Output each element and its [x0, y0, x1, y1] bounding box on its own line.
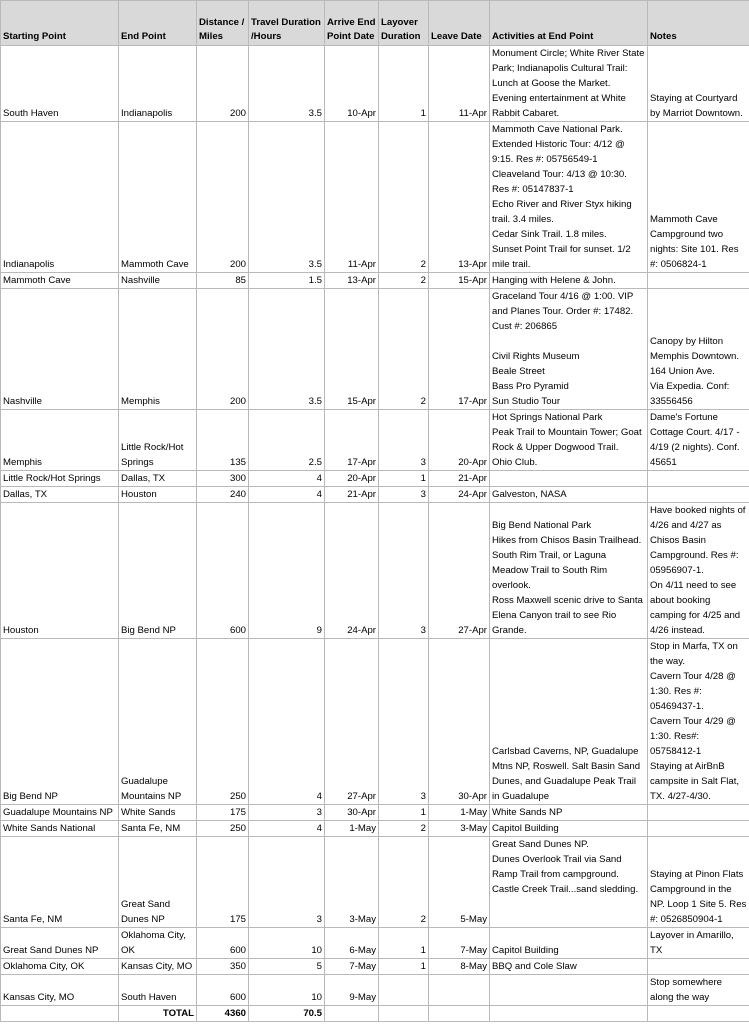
header-starting-point[interactable]: Starting Point — [1, 1, 119, 46]
cell-arrive-date[interactable]: 17-Apr — [325, 410, 379, 471]
cell-notes[interactable]: Mammoth Cave Campground two nights: Site 101. Res #: 0506824-1 — [648, 122, 749, 273]
total-duration[interactable]: 70.5 — [249, 1006, 325, 1022]
cell-distance[interactable]: 240 — [197, 487, 249, 503]
cell-leave-date[interactable]: 30-Apr — [429, 639, 490, 805]
cell-activities[interactable]: Galveston, NASA — [490, 487, 648, 503]
cell-end-point[interactable]: South Haven — [119, 975, 197, 1006]
cell-arrive-date[interactable]: 1-May — [325, 821, 379, 837]
cell-distance[interactable]: 300 — [197, 471, 249, 487]
cell-activities[interactable]: Hot Springs National Park Peak Trail to Mountain Tower; Goat Rock & Upper Dogwood Trail. Ohio Club. — [490, 410, 648, 471]
cell-activities[interactable]: Great Sand Dunes NP. Dunes Overlook Trail via Sand Ramp Trail from campground. Castle Creek Trail...sand sledding. — [490, 837, 648, 928]
cell-starting-point[interactable]: Oklahoma City, OK — [1, 959, 119, 975]
cell-distance[interactable]: 175 — [197, 837, 249, 928]
cell-end-point[interactable]: Little Rock/Hot Springs — [119, 410, 197, 471]
cell-leave-date[interactable]: 21-Apr — [429, 471, 490, 487]
cell-activities[interactable]: Capitol Building — [490, 928, 648, 959]
cell-starting-point[interactable]: Nashville — [1, 289, 119, 410]
cell-travel-duration[interactable]: 4 — [249, 821, 325, 837]
cell-arrive-date[interactable]: 30-Apr — [325, 805, 379, 821]
cell-starting-point[interactable]: Mammoth Cave — [1, 273, 119, 289]
cell-starting-point[interactable]: Houston — [1, 503, 119, 639]
cell-distance[interactable]: 135 — [197, 410, 249, 471]
cell-notes[interactable] — [648, 487, 749, 503]
header-travel-duration[interactable]: Travel Duration /Hours — [249, 1, 325, 46]
table-row — [1, 805, 749, 821]
cell-notes[interactable] — [648, 805, 749, 821]
cell-end-point[interactable]: Indianapolis — [119, 46, 197, 122]
cell-notes[interactable]: Dame's Fortune Cottage Court. 4/17 - 4/19 (2 nights). Conf. 45651 — [648, 410, 749, 471]
cell-distance[interactable]: 200 — [197, 46, 249, 122]
cell-end-point[interactable]: Santa Fe, NM — [119, 821, 197, 837]
table-row — [1, 46, 749, 122]
total-empty-cell[interactable] — [429, 1006, 490, 1022]
header-arrive-date[interactable]: Arrive End Point Date — [325, 1, 379, 46]
cell-starting-point[interactable]: Great Sand Dunes NP — [1, 928, 119, 959]
cell-starting-point[interactable]: Little Rock/Hot Springs — [1, 471, 119, 487]
cell-notes[interactable]: Canopy by Hilton Memphis Downtown. 164 Union Ave. Via Expedia. Conf: 33556456 — [648, 289, 749, 410]
cell-arrive-date[interactable]: 11-Apr — [325, 122, 379, 273]
cell-starting-point[interactable]: Indianapolis — [1, 122, 119, 273]
cell-leave-date[interactable]: 27-Apr — [429, 503, 490, 639]
cell-activities[interactable]: White Sands NP — [490, 805, 648, 821]
cell-layover[interactable]: 1 — [379, 928, 429, 959]
total-empty-cell[interactable] — [379, 1006, 429, 1022]
total-label[interactable]: TOTAL — [119, 1006, 197, 1022]
header-notes[interactable]: Notes — [648, 1, 749, 46]
cell-leave-date[interactable]: 1-May — [429, 805, 490, 821]
table-row — [1, 410, 749, 471]
cell-starting-point[interactable]: Big Bend NP — [1, 639, 119, 805]
cell-travel-duration[interactable]: 9 — [249, 503, 325, 639]
cell-notes[interactable]: Staying at Courtyard by Marriot Downtown. — [648, 46, 749, 122]
cell-end-point[interactable]: Dallas, TX — [119, 471, 197, 487]
cell-activities[interactable]: Graceland Tour 4/16 @ 1:00. VIP and Planes Tour. Order #: 17482. Cust #: 206865 Civil Rights Museum Beale Street Bass Pro Pyramid Sun Studio Tour — [490, 289, 648, 410]
cell-activities[interactable]: Carlsbad Caverns, NP, Guadalupe Mtns NP, Roswell. Salt Basin Sand Dunes, and Guadalupe Peak Trail in Guadalupe — [490, 639, 648, 805]
cell-layover[interactable] — [379, 975, 429, 1006]
cell-notes[interactable]: Stop in Marfa, TX on the way. Cavern Tour 4/28 @ 1:30. Res #: 05469437-1. Cavern Tour 4/29 @ 1:30. Res#: 05758412-1 Staying at AirBnB campsite in Salt Flat, TX. 4/27-4/30. — [648, 639, 749, 805]
cell-starting-point[interactable]: Guadalupe Mountains NP — [1, 805, 119, 821]
cell-distance[interactable]: 200 — [197, 122, 249, 273]
cell-leave-date[interactable]: 7-May — [429, 928, 490, 959]
total-empty-cell[interactable] — [648, 1006, 749, 1022]
cell-distance[interactable]: 600 — [197, 928, 249, 959]
cell-activities[interactable]: Big Bend National Park Hikes from Chisos Basin Trailhead. South Rim Trail, or Laguna Meadow Trail to South Rim overlook. Ross Maxwell scenic drive to Santa Elena Canyon trail to see Rio Grande. — [490, 503, 648, 639]
cell-layover[interactable]: 2 — [379, 837, 429, 928]
cell-distance[interactable]: 250 — [197, 639, 249, 805]
cell-arrive-date[interactable]: 15-Apr — [325, 289, 379, 410]
cell-distance[interactable]: 250 — [197, 821, 249, 837]
cell-leave-date[interactable]: 5-May — [429, 837, 490, 928]
cell-travel-duration[interactable]: 3.5 — [249, 122, 325, 273]
table-row — [1, 821, 749, 837]
cell-layover[interactable]: 1 — [379, 46, 429, 122]
total-row — [1, 1006, 749, 1022]
header-leave-date[interactable]: Leave Date — [429, 1, 490, 46]
cell-activities[interactable]: BBQ and Cole Slaw — [490, 959, 648, 975]
table-row — [1, 837, 749, 928]
cell-starting-point[interactable]: White Sands National — [1, 821, 119, 837]
cell-end-point[interactable]: White Sands — [119, 805, 197, 821]
cell-travel-duration[interactable]: 10 — [249, 975, 325, 1006]
cell-arrive-date[interactable]: 6-May — [325, 928, 379, 959]
cell-travel-duration[interactable]: 5 — [249, 959, 325, 975]
cell-travel-duration[interactable]: 3.5 — [249, 46, 325, 122]
cell-leave-date[interactable]: 15-Apr — [429, 273, 490, 289]
cell-leave-date[interactable]: 13-Apr — [429, 122, 490, 273]
cell-notes[interactable] — [648, 273, 749, 289]
cell-layover[interactable]: 3 — [379, 410, 429, 471]
cell-arrive-date[interactable]: 9-May — [325, 975, 379, 1006]
table-row — [1, 959, 749, 975]
cell-travel-duration[interactable]: 10 — [249, 928, 325, 959]
cell-starting-point[interactable]: Kansas City, MO — [1, 975, 119, 1006]
table-row — [1, 122, 749, 273]
cell-leave-date[interactable]: 8-May — [429, 959, 490, 975]
cell-notes[interactable]: Have booked nights of 4/26 and 4/27 as Chisos Basin Campground. Res #: 05956907-1. On 4/11 need to see about booking camping for 4/25 and 4/26 instead. — [648, 503, 749, 639]
cell-layover[interactable]: 3 — [379, 639, 429, 805]
total-empty-cell[interactable] — [490, 1006, 648, 1022]
cell-leave-date[interactable]: 24-Apr — [429, 487, 490, 503]
header-layover[interactable]: Layover Duration — [379, 1, 429, 46]
cell-end-point[interactable]: Mammoth Cave — [119, 122, 197, 273]
cell-notes[interactable] — [648, 959, 749, 975]
cell-travel-duration[interactable]: 4 — [249, 487, 325, 503]
cell-activities[interactable]: Monument Circle; White River State Park; Indianapolis Cultural Trail: Lunch at Goose the Market. Evening entertainment at White Rabbit Cabaret. — [490, 46, 648, 122]
total-empty-cell[interactable] — [325, 1006, 379, 1022]
cell-arrive-date[interactable]: 21-Apr — [325, 487, 379, 503]
cell-notes[interactable]: Staying at Pinon Flats Campground in the NP. Loop 1 Site 5. Res #: 0526850904-1 — [648, 837, 749, 928]
header-activities[interactable]: Activities at End Point — [490, 1, 648, 46]
cell-end-point[interactable]: Nashville — [119, 273, 197, 289]
cell-activities[interactable]: Mammoth Cave National Park. Extended Historic Tour: 4/12 @ 9:15. Res #: 05756549-1 Cleaveland Tour: 4/13 @ 10:30. Res #: 05147837-1 Echo River and River Styx hiking trail. 3.4 miles. Cedar Sink Trail. 1.8 miles. Sunset Point Trail for sunset. 1/2 mile trail. — [490, 122, 648, 273]
cell-leave-date[interactable]: 17-Apr — [429, 289, 490, 410]
cell-layover[interactable]: 3 — [379, 503, 429, 639]
cell-activities[interactable]: Capitol Building — [490, 821, 648, 837]
total-empty-cell[interactable] — [1, 1006, 119, 1022]
cell-arrive-date[interactable]: 20-Apr — [325, 471, 379, 487]
cell-starting-point[interactable]: Santa Fe, NM — [1, 837, 119, 928]
table-row — [1, 289, 749, 410]
cell-end-point[interactable]: Oklahoma City, OK — [119, 928, 197, 959]
cell-travel-duration[interactable]: 4 — [249, 639, 325, 805]
cell-distance[interactable]: 600 — [197, 975, 249, 1006]
cell-leave-date[interactable]: 20-Apr — [429, 410, 490, 471]
cell-layover[interactable]: 3 — [379, 487, 429, 503]
cell-notes[interactable]: Stop somewhere along the way — [648, 975, 749, 1006]
cell-notes[interactable] — [648, 821, 749, 837]
cell-arrive-date[interactable]: 24-Apr — [325, 503, 379, 639]
cell-layover[interactable]: 1 — [379, 471, 429, 487]
cell-end-point[interactable]: Memphis — [119, 289, 197, 410]
cell-starting-point[interactable]: Dallas, TX — [1, 487, 119, 503]
cell-leave-date[interactable] — [429, 975, 490, 1006]
cell-end-point[interactable]: Great Sand Dunes NP — [119, 837, 197, 928]
cell-layover[interactable]: 1 — [379, 959, 429, 975]
cell-end-point[interactable]: Big Bend NP — [119, 503, 197, 639]
cell-activities[interactable]: Hanging with Helene & John. — [490, 273, 648, 289]
total-distance[interactable]: 4360 — [197, 1006, 249, 1022]
header-row — [1, 1, 749, 46]
header-distance[interactable]: Distance / Miles — [197, 1, 249, 46]
table-row — [1, 273, 749, 289]
cell-travel-duration[interactable]: 3 — [249, 837, 325, 928]
cell-travel-duration[interactable]: 1.5 — [249, 273, 325, 289]
cell-notes[interactable] — [648, 471, 749, 487]
cell-end-point[interactable]: Guadalupe Mountains NP — [119, 639, 197, 805]
table-row — [1, 639, 749, 805]
cell-distance[interactable]: 600 — [197, 503, 249, 639]
cell-travel-duration[interactable]: 3 — [249, 805, 325, 821]
cell-arrive-date[interactable]: 27-Apr — [325, 639, 379, 805]
cell-distance[interactable]: 200 — [197, 289, 249, 410]
table-row — [1, 928, 749, 959]
header-end-point[interactable]: End Point — [119, 1, 197, 46]
cell-end-point[interactable]: Houston — [119, 487, 197, 503]
cell-end-point[interactable]: Kansas City, MO — [119, 959, 197, 975]
cell-arrive-date[interactable]: 7-May — [325, 959, 379, 975]
cell-travel-duration[interactable]: 4 — [249, 471, 325, 487]
cell-arrive-date[interactable]: 13-Apr — [325, 273, 379, 289]
table-row — [1, 471, 749, 487]
cell-travel-duration[interactable]: 2.5 — [249, 410, 325, 471]
cell-layover[interactable]: 2 — [379, 122, 429, 273]
cell-distance[interactable]: 350 — [197, 959, 249, 975]
cell-activities[interactable] — [490, 471, 648, 487]
table-row — [1, 975, 749, 1006]
cell-starting-point[interactable]: South Haven — [1, 46, 119, 122]
cell-layover[interactable]: 2 — [379, 273, 429, 289]
cell-starting-point[interactable]: Memphis — [1, 410, 119, 471]
table-body — [1, 46, 749, 1006]
cell-activities[interactable] — [490, 975, 648, 1006]
table-row — [1, 503, 749, 639]
cell-layover[interactable]: 2 — [379, 821, 429, 837]
cell-arrive-date[interactable]: 10-Apr — [325, 46, 379, 122]
cell-distance[interactable]: 175 — [197, 805, 249, 821]
cell-layover[interactable]: 1 — [379, 805, 429, 821]
cell-leave-date[interactable]: 3-May — [429, 821, 490, 837]
cell-leave-date[interactable]: 11-Apr — [429, 46, 490, 122]
table-row — [1, 487, 749, 503]
cell-arrive-date[interactable]: 3-May — [325, 837, 379, 928]
cell-travel-duration[interactable]: 3.5 — [249, 289, 325, 410]
cell-distance[interactable]: 85 — [197, 273, 249, 289]
cell-layover[interactable]: 2 — [379, 289, 429, 410]
cell-notes[interactable]: Layover in Amarillo, TX — [648, 928, 749, 959]
